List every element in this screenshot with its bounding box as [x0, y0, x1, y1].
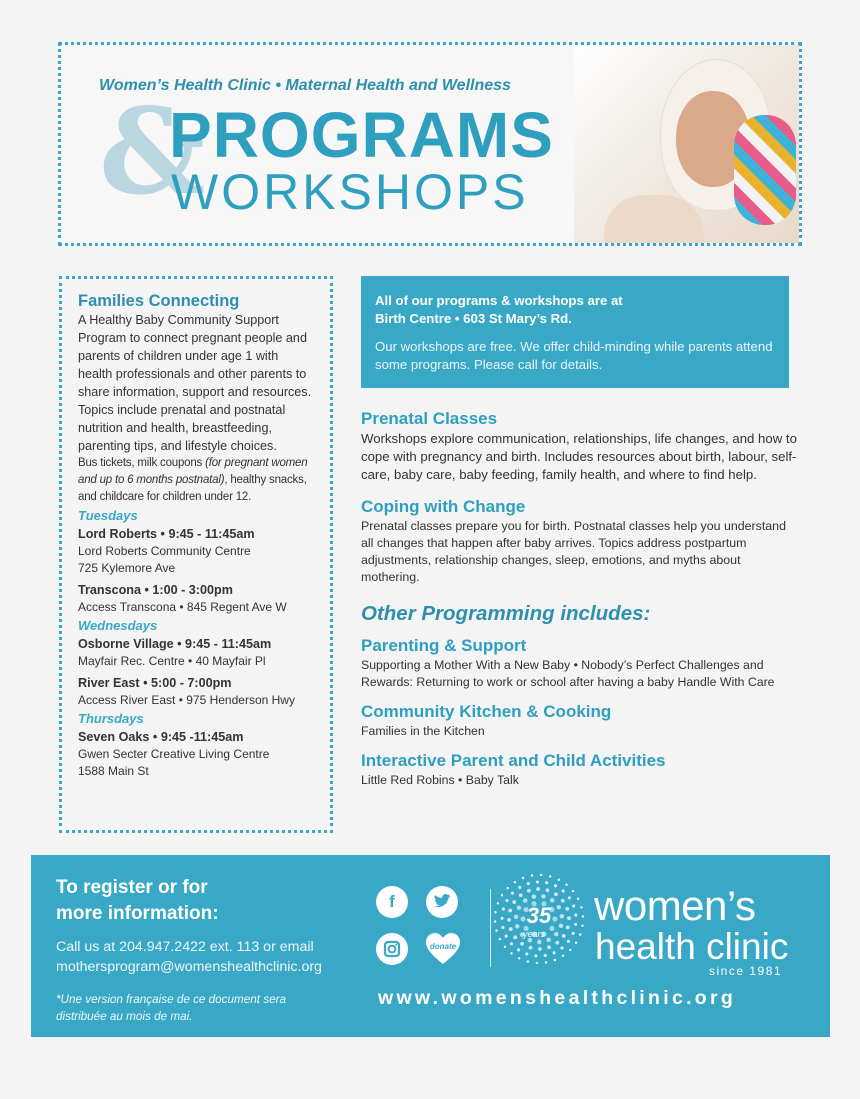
session-location: Transcona • 1:00 - 3:00pm	[78, 583, 233, 597]
header-banner	[58, 42, 802, 246]
program-heading: Community Kitchen & Cooking	[361, 702, 612, 721]
logo-womens: women’s	[594, 882, 756, 929]
prenatal-heading: Prenatal Classes	[361, 409, 498, 428]
instagram-icon[interactable]	[376, 933, 408, 965]
email-link[interactable]: mothersprogram@womenshealthclinic.org	[56, 959, 322, 975]
families-heading: Families Connecting	[78, 292, 240, 310]
program-item	[361, 701, 801, 740]
anniversary-badge	[493, 873, 585, 965]
page-title-programs: PROGRAMS	[169, 99, 554, 171]
schedule-day: Tuesdays	[78, 508, 138, 523]
info-line2: Birth Centre • 603 St Mary’s Rd.	[375, 311, 572, 326]
session-address: Gwen Secter Creative Living Centre	[78, 747, 270, 761]
other-programs-list	[361, 635, 801, 789]
schedule-day: Thursdays	[78, 711, 144, 726]
register-heading: To register or for more information:	[56, 877, 219, 924]
program-text: Families in the Kitchen	[361, 724, 485, 738]
french-note: *Une version française de ce document sera distribuée au mois de mai.	[56, 993, 286, 1023]
session-location: Osborne Village • 9:45 - 11:45am	[78, 637, 272, 651]
session-address: Lord Roberts Community Centre	[78, 544, 251, 558]
schedule-day: Wednesdays	[78, 618, 158, 633]
footer-banner	[31, 855, 830, 1037]
twitter-icon[interactable]	[426, 886, 458, 918]
session-address: 1588 Main St	[78, 764, 149, 778]
website-link[interactable]: www.womenshealthclinic.org	[378, 987, 737, 1009]
program-heading: Interactive Parent and Child Activities	[361, 751, 666, 770]
session-location: Lord Roberts • 9:45 - 11:45am	[78, 527, 255, 541]
families-description: A Healthy Baby Community Support Program to connect pregnant people and parents of children under age 1 with health professionals and other parents to share information, support and resources. Topics include prenatal and postnatal nutrition and health, breastfeeding, parenting tips, and lifestyle choices.	[78, 313, 312, 453]
session-address: Access River East • 975 Henderson Hwy	[78, 693, 295, 707]
programs-column	[361, 408, 801, 799]
header-tagline: Women’s Health Clinic • Maternal Health and Wellness	[99, 77, 511, 94]
location-info-box	[361, 276, 789, 388]
contact-info: Call us at 204.947.2422 ext. 113 or email mothersprogram@womenshealthclinic.org	[56, 939, 322, 975]
logo-health-clinic: health clinic	[595, 926, 789, 967]
coping-heading: Coping with Change	[361, 497, 526, 516]
info-line1: All of our programs & workshops are at	[375, 293, 623, 308]
coping-section	[361, 496, 801, 586]
session-address: Access Transcona • 845 Regent Ave W	[78, 600, 287, 614]
coping-text: Prenatal classes prepare you for birth. Postnatal classes help you understand all changes that happen after baby arrives. Topics address postpartum adjustments, relationship changes, sleep, emotions, and myths about mothering.	[361, 519, 786, 584]
families-connecting-panel	[59, 276, 333, 833]
session-address: 725 Kylemore Ave	[78, 561, 176, 575]
page-title-workshops: WORKSHOPS	[171, 164, 529, 220]
footer-divider	[490, 889, 491, 967]
ampersand-graphic: &	[99, 82, 206, 221]
session-location: River East • 5:00 - 7:00pm	[78, 676, 232, 690]
session-location: Seven Oaks • 9:45 -11:45am	[78, 730, 244, 744]
program-item	[361, 750, 801, 789]
info-note: Our workshops are free. We offer child-minding while parents attend some programs. Please call for details.	[375, 339, 773, 372]
session-address: Mayfair Rec. Centre • 40 Mayfair Pl	[78, 654, 266, 668]
program-item	[361, 635, 801, 691]
prenatal-text: Workshops explore communication, relationships, life changes, and how to cope with pregnancy and birth. Includes resources about birth, labour, self-care, baby care, baby feeding, family health, and where to find help.	[361, 431, 797, 482]
anniversary-word: years	[523, 929, 546, 939]
schedule-list	[78, 507, 316, 780]
mother-and-baby-photo	[574, 45, 799, 246]
prenatal-section	[361, 408, 801, 484]
donate-heart-icon[interactable]: donate	[424, 931, 462, 967]
anniversary-number: 35	[526, 903, 552, 928]
program-text: Supporting a Mother With a New Baby • Nobody’s Perfect Challenges and Rewards: Returning to work or school after having a baby Handle With Care	[361, 658, 775, 689]
logo-since: since 1981	[709, 964, 783, 978]
families-extras: Bus tickets, milk coupons (for pregnant women and up to 6 months postnatal), healthy snacks, and childcare for children under 12.	[78, 457, 308, 503]
program-text: Little Red Robins • Baby Talk	[361, 773, 519, 787]
other-programming-title: Other Programming includes:	[361, 602, 651, 625]
facebook-icon[interactable]: f	[376, 886, 408, 918]
program-heading: Parenting & Support	[361, 636, 527, 655]
